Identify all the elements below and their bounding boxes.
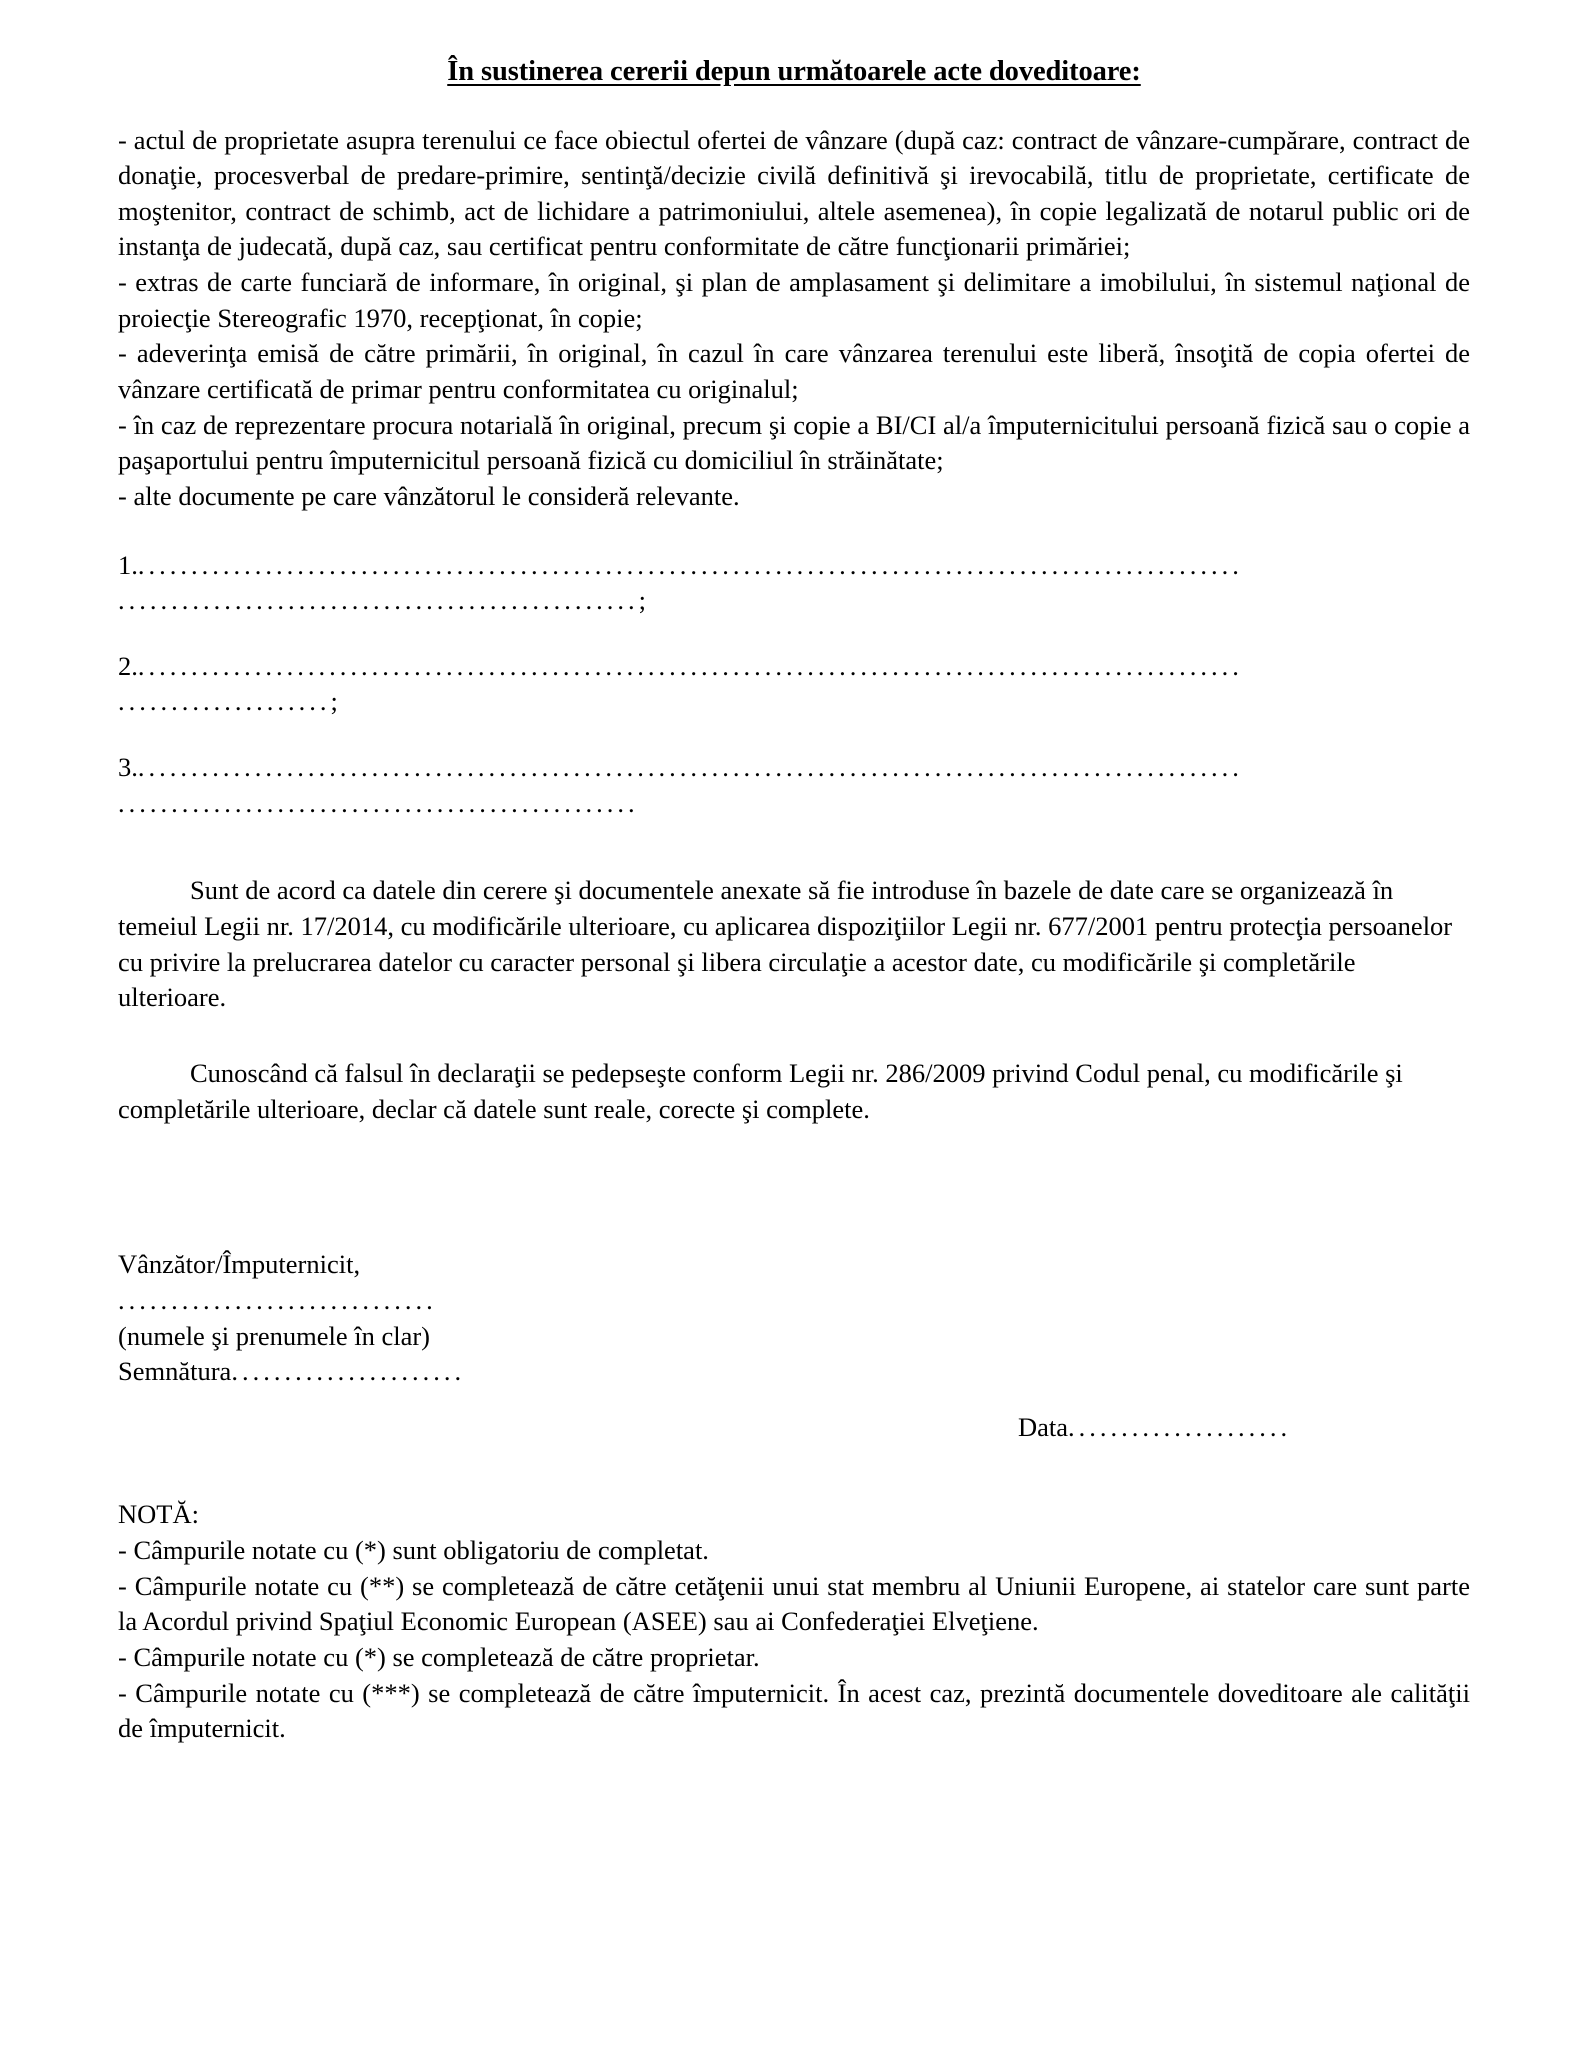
date-row	[118, 1410, 1470, 1446]
seller-name-field[interactable]: ..............................	[118, 1284, 437, 1315]
document-content	[118, 0, 1470, 1747]
document-item: - actul de proprietate asupra terenului ce face obiectul ofertei de vânzare (după caz: contract de vânzare-cumpărare, contract de donaţie, procesverbal de predare-primire, sentinţă/decizie civilă definitivă şi irevocabilă, titlu de proprietate, certificate de moştenitor, contract de schimb, act de lichidare a patrimoniului, altele asemenea), în copie legalizată de notarul public ori de instanţa de judecată, după caz, sau certificat pentru conformitate de către funcţionarii primăriei;	[118, 124, 1470, 262]
page-title	[118, 0, 1470, 87]
entry-2-line-2	[118, 684, 1470, 720]
seller-label: Vânzător/Împuternicit,	[118, 1249, 361, 1280]
document-item: - alte documente pe care vânzătorul le consideră relevante.	[118, 480, 740, 511]
signature-field[interactable]: ......................	[231, 1356, 466, 1387]
seller-name-hint: (numele şi prenumele în clar)	[118, 1320, 430, 1351]
note-item: - Câmpurile notate cu (*) sunt obligatoriu de completat.	[118, 1535, 709, 1566]
page-title-text: În sustinerea cererii depun următoarele acte doveditoare:	[447, 56, 1141, 87]
numbered-entry-3	[118, 750, 1470, 821]
entry-2-line-1	[118, 649, 1470, 685]
supporting-documents-list	[118, 123, 1470, 515]
entry-1-dots-line-2[interactable]: .................................................;	[118, 585, 650, 616]
consent-paragraph: Sunt de acord ca datele din cerere şi documentele anexate să fie introduse în bazele de date care se organizează în temeiul Legii nr. 17/2014, cu modificările ulterioare, cu aplicarea dispoziţiilor Legii nr. 677/2001 pentru protecţia persoanelor cu privire la prelucrarea datelor cu caracter personal şi libera circulaţie a acestor date, cu modificările şi completările ulterioare.	[118, 875, 1453, 1013]
note-item: - Câmpurile notate cu (***) se completează de către împuternicit. În acest caz, prezintă documentele doveditoare ale calităţii de împuternicit.	[118, 1677, 1470, 1744]
entry-1-line-1	[118, 548, 1470, 584]
entry-2-dots-line-1[interactable]: ........................................................................................................	[137, 650, 1243, 681]
document-item: - extras de carte funciară de informare, în original, şi plan de amplasament şi delimitare a imobilului, în sistemul naţional de proiecţie Stereografic 1970, recepţionat, în copie;	[118, 267, 1470, 333]
entry-2-dots-line-2[interactable]: ....................;	[118, 686, 342, 717]
numbered-entry-2	[118, 649, 1470, 720]
consent-statement	[118, 873, 1470, 1016]
date-field[interactable]: .....................	[1068, 1411, 1292, 1442]
entry-3-dots-line-1[interactable]: ........................................................................................................	[137, 752, 1243, 783]
signature-block	[118, 1247, 1470, 1445]
document-item: - adeverinţa emisă de către primării, în original, în cazul în care vânzarea terenului este liberă, însoţită de copia ofertei de vânzare certificată de primar pentru conformitatea cu originalul;	[118, 338, 1470, 404]
numbered-entry-1	[118, 548, 1470, 619]
entry-3-line-2	[118, 786, 1470, 822]
document-item: - în caz de reprezentare procura notarială în original, precum şi copie a BI/CI al/a împuternicitului persoană fizică sau o copie a paşaportului pentru împuternicitul persoană fizică cu domiciliul în străinătate;	[118, 409, 1470, 476]
penal-declaration	[118, 1056, 1470, 1127]
note-heading: NOTĂ:	[118, 1499, 199, 1530]
date-label: Data	[1018, 1411, 1069, 1442]
note-section	[118, 1497, 1470, 1746]
entry-1-number: 1.	[118, 549, 138, 580]
declaration-paragraph: Cunoscând că falsul în declaraţii se pedepseşte conform Legii nr. 286/2009 privind Codul penal, cu modificările şi completările ulterioare, declar că datele sunt reale, corecte şi complete.	[118, 1057, 1403, 1124]
entry-2-number: 2.	[118, 650, 138, 681]
entry-3-dots-line-2[interactable]: .................................................	[118, 787, 639, 818]
entry-3-line-1	[118, 750, 1470, 786]
signature-label: Semnătura	[118, 1356, 232, 1387]
entry-1-dots-line-1[interactable]: ........................................................................................................	[137, 549, 1243, 580]
entry-1-line-2	[118, 583, 1470, 619]
entry-3-number: 3.	[118, 752, 138, 783]
signature-row	[118, 1354, 1470, 1390]
note-item: - Câmpurile notate cu (**) se completează de către cetăţenii unui stat membru al Uniunii Europene, ai statelor care sunt parte la Acordul privind Spaţiul Economic European (ASEE) sau ai Confederaţiei Elveţiene.	[118, 1570, 1470, 1637]
numbered-fill-entries	[118, 548, 1470, 822]
note-item: - Câmpurile notate cu (*) se completează de către proprietar.	[118, 1642, 760, 1672]
